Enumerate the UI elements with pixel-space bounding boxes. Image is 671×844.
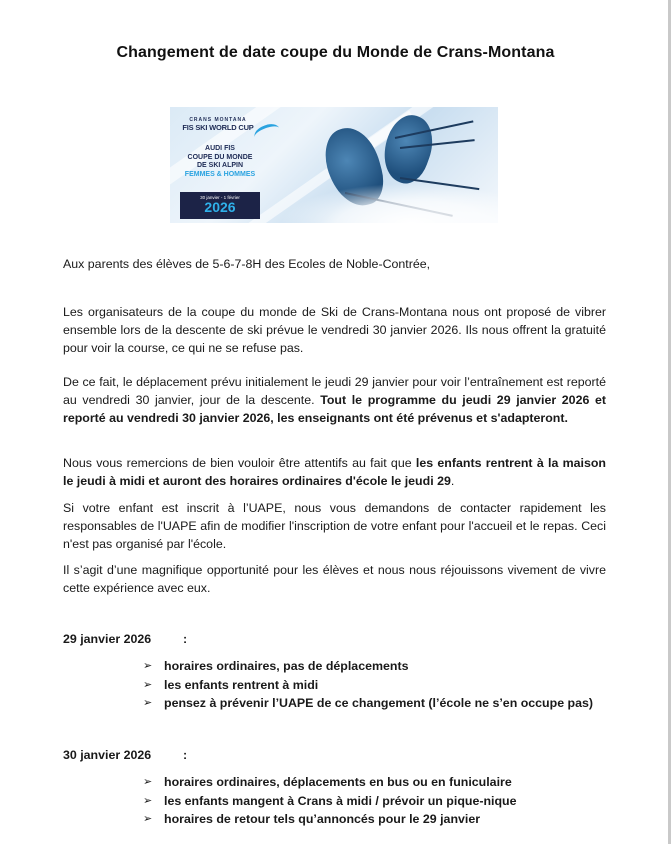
banner-line-1: AUDI FIS: [205, 145, 235, 152]
banner-date-box: [180, 192, 260, 219]
paragraph-uape: Si votre enfant est inscrit à l’UAPE, nous vous demandons de contacter rapidement les responsables de l'UAPE afin de modifier l'inscription de votre enfant pour l'accueil et le repas. Ceci n'est pas organisé par l'école.: [63, 501, 606, 552]
list-item: [143, 773, 517, 792]
document-title: Changement de date coupe du Monde de Crans-Montana: [116, 44, 555, 61]
list-item-text: les enfants mangent à Crans à midi / prévoir un pique-nique: [164, 793, 517, 808]
arrow-bullet-icon: ➢: [143, 697, 153, 709]
schedule-list-30: [143, 773, 517, 829]
banner-logo: [176, 117, 260, 132]
arrow-bullet-icon: ➢: [143, 776, 153, 788]
list-item-text: horaires de retour tels qu’annoncés pour le 29 janvier: [164, 812, 481, 826]
list-item-text: les enfants rentrent à midi: [164, 677, 319, 692]
arrow-bullet-icon: ➢: [143, 660, 153, 672]
arrow-bullet-icon: ➢: [143, 794, 153, 807]
banner-line-2: COUPE DU MONDE: [187, 153, 253, 161]
skier-2-figure: [375, 109, 441, 189]
list-item: [143, 694, 593, 713]
world-cup-banner-image: [170, 107, 498, 223]
paragraph-invitation: Les organisateurs de la coupe du monde de Ski de Crans-Montana nous ont proposé de vibrer ensemble lors de la descente de ski prévue le vendredi 30 janvier 2026. Ils nous offrent la gratuité pour voir la course, ce qui ne se refuse pas.: [63, 305, 606, 356]
list-item: [143, 792, 517, 811]
paragraph-date-change-text: De ce fait, le déplacement prévu initialement le jeudi 29 janvier pour voir l’entraînement est reporté au vendredi 30 janvier, jour de la descente.: [63, 375, 606, 408]
list-item-text: pensez à prévenir l’UAPE de ce changement (l’école ne s’en occupe pas): [164, 696, 594, 710]
paragraph-return-home-emphasis: les enfants rentrent à la maison le jeudi à midi et auront des horaires ordinaires d'école le jeudi 29: [63, 456, 606, 489]
schedule-colon: :: [183, 632, 188, 646]
list-item: [143, 676, 593, 695]
list-item: [143, 657, 593, 676]
paragraph-return-home-text: Nous vous remercions de bien vouloir être attentifs au fait que: [63, 456, 416, 470]
banner-event: FIS SKI WORLD CUP: [182, 123, 254, 132]
paragraph-return-home-end: .: [450, 474, 455, 489]
banner-brand: CRANS MONTANA: [189, 117, 247, 123]
schedule-date-30: [63, 748, 188, 762]
schedule-list-29: [143, 657, 593, 713]
schedule-colon: :: [183, 748, 188, 762]
paragraph-closing: Il s’agit d’une magnifique opportunité pour les élèves et nous nous réjouissons vivement de vivre cette expérience avec eux.: [63, 563, 606, 596]
schedule-date-label: 30 janvier 2026: [63, 748, 152, 762]
banner-year: 2026: [204, 199, 236, 215]
snow-spray: [280, 183, 498, 223]
greeting: Aux parents des élèves de 5-6-7-8H des Ecoles de Noble-Contrée,: [63, 257, 431, 271]
arrow-bullet-icon: ➢: [143, 813, 153, 825]
arrow-bullet-icon: ➢: [143, 678, 153, 691]
banner-headline: [176, 145, 264, 179]
list-item-text: horaires ordinaires, déplacements en bus ou en funiculaire: [164, 775, 512, 789]
schedule-date-label: 29 janvier 2026: [63, 632, 152, 646]
paragraph-date-change: [63, 373, 606, 428]
banner-dates: 30 janvier - 1 février: [200, 195, 240, 200]
schedule-date-29: [63, 632, 188, 646]
list-item-text: horaires ordinaires, pas de déplacements: [164, 659, 409, 673]
paragraph-date-change-emphasis: Tout le programme du jeudi 29 janvier 2026 et reporté au vendredi 30 janvier 2026, les enseignants ont été prévenus et s'adapteront.: [63, 393, 606, 426]
list-item: [143, 810, 517, 829]
banner-line-3: DE SKI ALPIN: [196, 162, 244, 169]
paragraph-return-home: [63, 454, 606, 490]
banner-line-4: FEMMES & HOMMES: [184, 170, 256, 178]
